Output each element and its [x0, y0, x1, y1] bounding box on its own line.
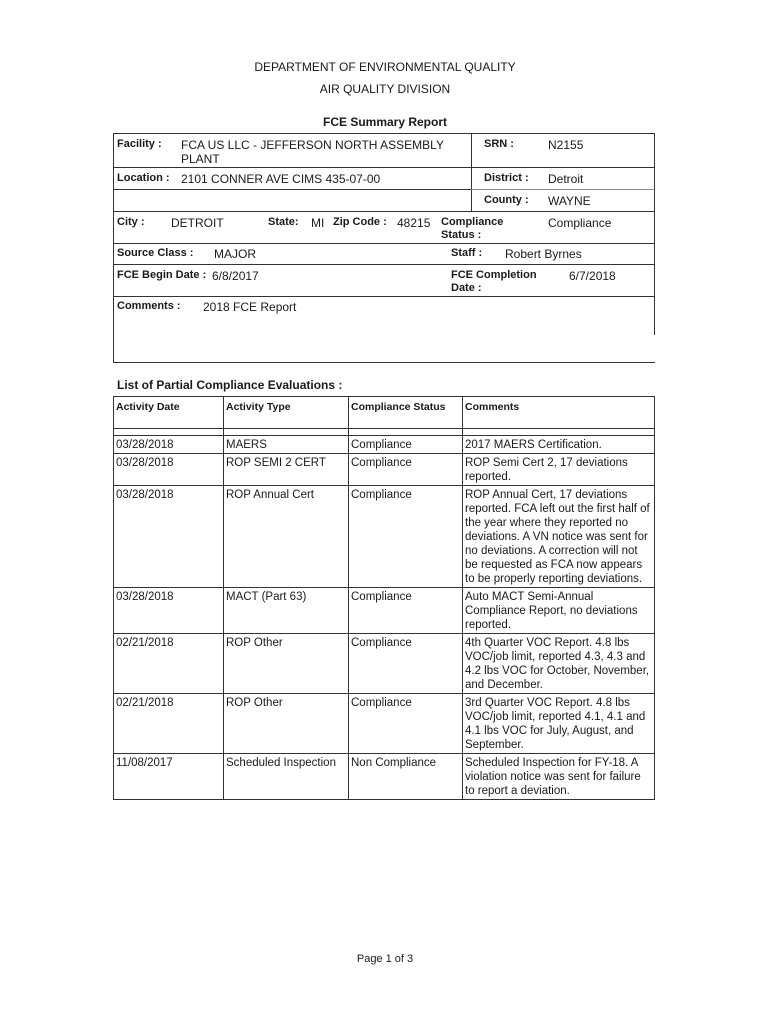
activity-type-cell: MACT (Part 63): [224, 588, 349, 634]
zip-value: 48215: [397, 216, 431, 230]
district-value: Detroit: [548, 172, 584, 186]
staff-label: Staff :: [451, 247, 483, 259]
compliance-status-cell: Non Compliance: [349, 754, 463, 800]
page-number: Page 1 of 3: [356, 953, 414, 965]
facility-label: Facility :: [117, 138, 162, 150]
source-class-value: MAJOR: [214, 247, 256, 261]
srn-label: SRN :: [484, 138, 514, 150]
comments-cell: 4th Quarter VOC Report. 4.8 lbs VOC/job limit, reported 4.3, 4.3 and 4.2 lbs VOC for October, November, and December.: [463, 634, 655, 694]
srn-value: N2155: [548, 138, 584, 152]
activity-type-cell: Scheduled Inspection: [224, 754, 349, 800]
activity-type-cell: ROP Other: [224, 694, 349, 754]
column-header-activity-date: Activity Date: [114, 397, 224, 429]
activity-type-cell: ROP Other: [224, 634, 349, 694]
activity-type-cell: MAERS: [224, 436, 349, 454]
compliance-status-cell: Compliance: [349, 486, 463, 588]
comments-cell: 2017 MAERS Certification.: [463, 436, 655, 454]
county-label: County :: [484, 194, 529, 206]
fce-completion-label: FCE Completion: [451, 269, 537, 281]
compliance-status-label-2: Status :: [441, 229, 482, 241]
activity-date-cell: 03/28/2018: [114, 454, 224, 486]
header-spacer: [114, 429, 655, 436]
column-header-compliance-status: Compliance Status: [349, 397, 463, 429]
pce-table: [113, 396, 655, 800]
city-value: DETROIT: [171, 216, 224, 230]
activity-date-cell: 02/21/2018: [114, 634, 224, 694]
activity-date-cell: 03/28/2018: [114, 436, 224, 454]
table-row: [114, 486, 655, 588]
column-header-activity-type: Activity Type: [224, 397, 349, 429]
state-value: MI: [311, 216, 325, 230]
county-value: WAYNE: [548, 194, 591, 208]
compliance-status-label: Compliance: [441, 216, 504, 228]
activity-date-cell: 02/21/2018: [114, 694, 224, 754]
pce-table-header: [114, 397, 655, 429]
activity-date-cell: 03/28/2018: [114, 588, 224, 634]
activity-type-cell: ROP Annual Cert: [224, 486, 349, 588]
city-label: City :: [117, 216, 145, 228]
comments-cell: ROP Semi Cert 2, 17 deviations reported.: [463, 454, 655, 486]
table-row: [114, 436, 655, 454]
comments-value: 2018 FCE Report: [203, 300, 297, 314]
zip-label: Zip Code :: [333, 216, 387, 228]
compliance-status-cell: Compliance: [349, 588, 463, 634]
division-heading: AIR QUALITY DIVISION: [319, 82, 451, 96]
pce-list-title: List of Partial Compliance Evaluations :: [117, 378, 343, 392]
table-row: [114, 454, 655, 486]
table-row: [114, 588, 655, 634]
comments-cell: ROP Annual Cert, 17 deviations reported. FCA left out the first half of the year where they reported no deviations. A VN notice was sent for no deviations. A correction will not be requested as FCA now appears to be properly reporting deviations.: [463, 486, 655, 588]
compliance-status-cell: Compliance: [349, 634, 463, 694]
compliance-status-cell: Compliance: [349, 436, 463, 454]
staff-value: Robert Byrnes: [505, 247, 582, 261]
district-label: District :: [484, 172, 529, 184]
fce-completion-label-2: Date :: [451, 282, 482, 294]
location-value: 2101 CONNER AVE CIMS 435-07-00: [181, 172, 381, 186]
fce-completion-value: 6/7/2018: [569, 269, 616, 283]
table-row: [114, 754, 655, 800]
source-class-label: Source Class :: [117, 247, 194, 259]
activity-type-cell: ROP SEMI 2 CERT: [224, 454, 349, 486]
activity-date-cell: 03/28/2018: [114, 486, 224, 588]
comments-cell: Scheduled Inspection for FY-18. A violation notice was sent for failure to report a deviation.: [463, 754, 655, 800]
comments-cell: Auto MACT Semi-Annual Compliance Report, no deviations reported.: [463, 588, 655, 634]
fce-begin-label: FCE Begin Date :: [117, 269, 207, 281]
department-heading: DEPARTMENT OF ENVIRONMENTAL QUALITY: [254, 60, 516, 74]
table-row: [114, 694, 655, 754]
facility-name-line2: PLANT: [181, 152, 220, 166]
location-label: Location :: [117, 172, 170, 184]
state-label: State:: [268, 216, 299, 228]
fce-begin-value: 6/8/2017: [212, 269, 259, 283]
column-header-comments: Comments: [463, 397, 655, 429]
compliance-status-cell: Compliance: [349, 454, 463, 486]
report-title: FCE Summary Report: [322, 115, 448, 129]
compliance-status-cell: Compliance: [349, 694, 463, 754]
comments-cell: 3rd Quarter VOC Report. 4.8 lbs VOC/job limit, reported 4.1, 4.1 and 4.1 lbs VOC for July, August, and September.: [463, 694, 655, 754]
activity-date-cell: 11/08/2017: [114, 754, 224, 800]
table-row: [114, 634, 655, 694]
compliance-status-value: Compliance: [548, 216, 612, 230]
facility-name-line1: FCA US LLC - JEFFERSON NORTH ASSEMBLY: [181, 138, 444, 152]
comments-label: Comments :: [117, 300, 181, 312]
